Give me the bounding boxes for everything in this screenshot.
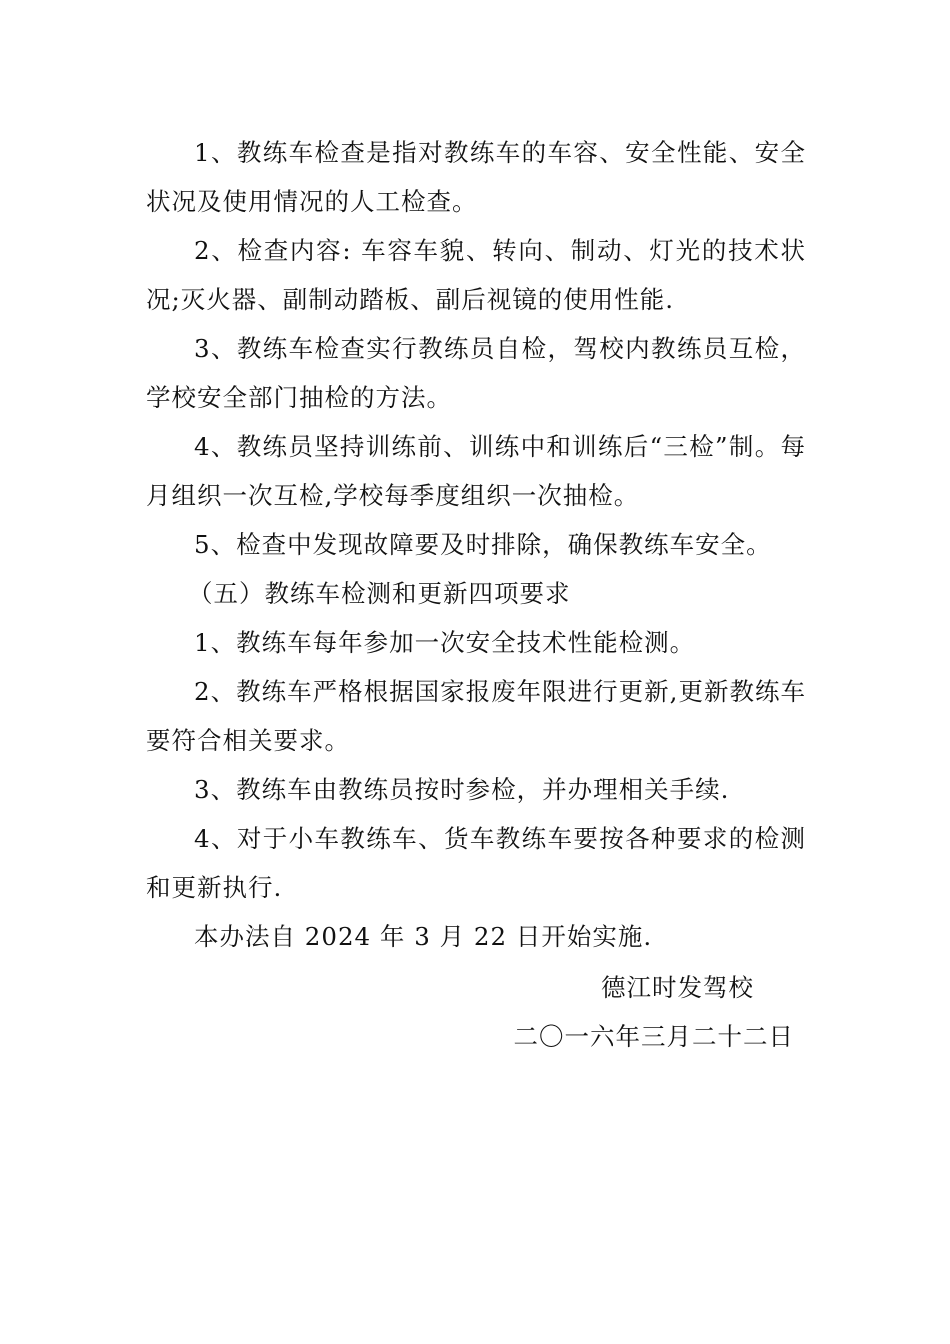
document-body: [146, 128, 806, 1061]
paragraph-fault-removal: 5、检查中发现故障要及时排除，确保教练车安全。: [194, 530, 772, 559]
paragraph-inspection-content: 2、检查内容: 车容车貌、转向、制动、灯光的技术状况;灭火器、副制动踏板、副后视镜的使用性能.: [146, 236, 806, 314]
paragraph-three-checks: 4、教练员坚持训练前、训练中和训练后“三检”制。每月组织一次互检,学校每季度组织一次抽检。: [146, 432, 806, 510]
section-heading: （五）教练车检测和更新四项要求: [188, 579, 571, 608]
paragraph-inspection-definition: 1、教练车检查是指对教练车的车容、安全性能、安全状况及使用情况的人工检查。: [146, 138, 806, 216]
signature-date: 二〇一六年三月二十二日: [513, 1022, 794, 1051]
paragraph-vehicle-renewal: 2、教练车严格根据国家报废年限进行更新,更新教练车要符合相关要求。: [146, 677, 806, 755]
paragraph-car-truck-requirements: 4、对于小车教练车、货车教练车要按各种要求的检测和更新执行.: [146, 824, 806, 902]
paragraph-inspection-method: 3、教练车检查实行教练员自检，驾校内教练员互检，学校安全部门抽检的方法。: [146, 334, 806, 412]
signature-organization: 德江时发驾校: [601, 973, 754, 1002]
paragraph-on-time-inspection: 3、教练车由教练员按时参检，并办理相关手续.: [194, 775, 730, 804]
effective-statement: 本办法自 2024 年 3 月 22 日开始实施.: [194, 922, 653, 951]
paragraph-annual-testing: 1、教练车每年参加一次安全技术性能检测。: [194, 628, 696, 657]
